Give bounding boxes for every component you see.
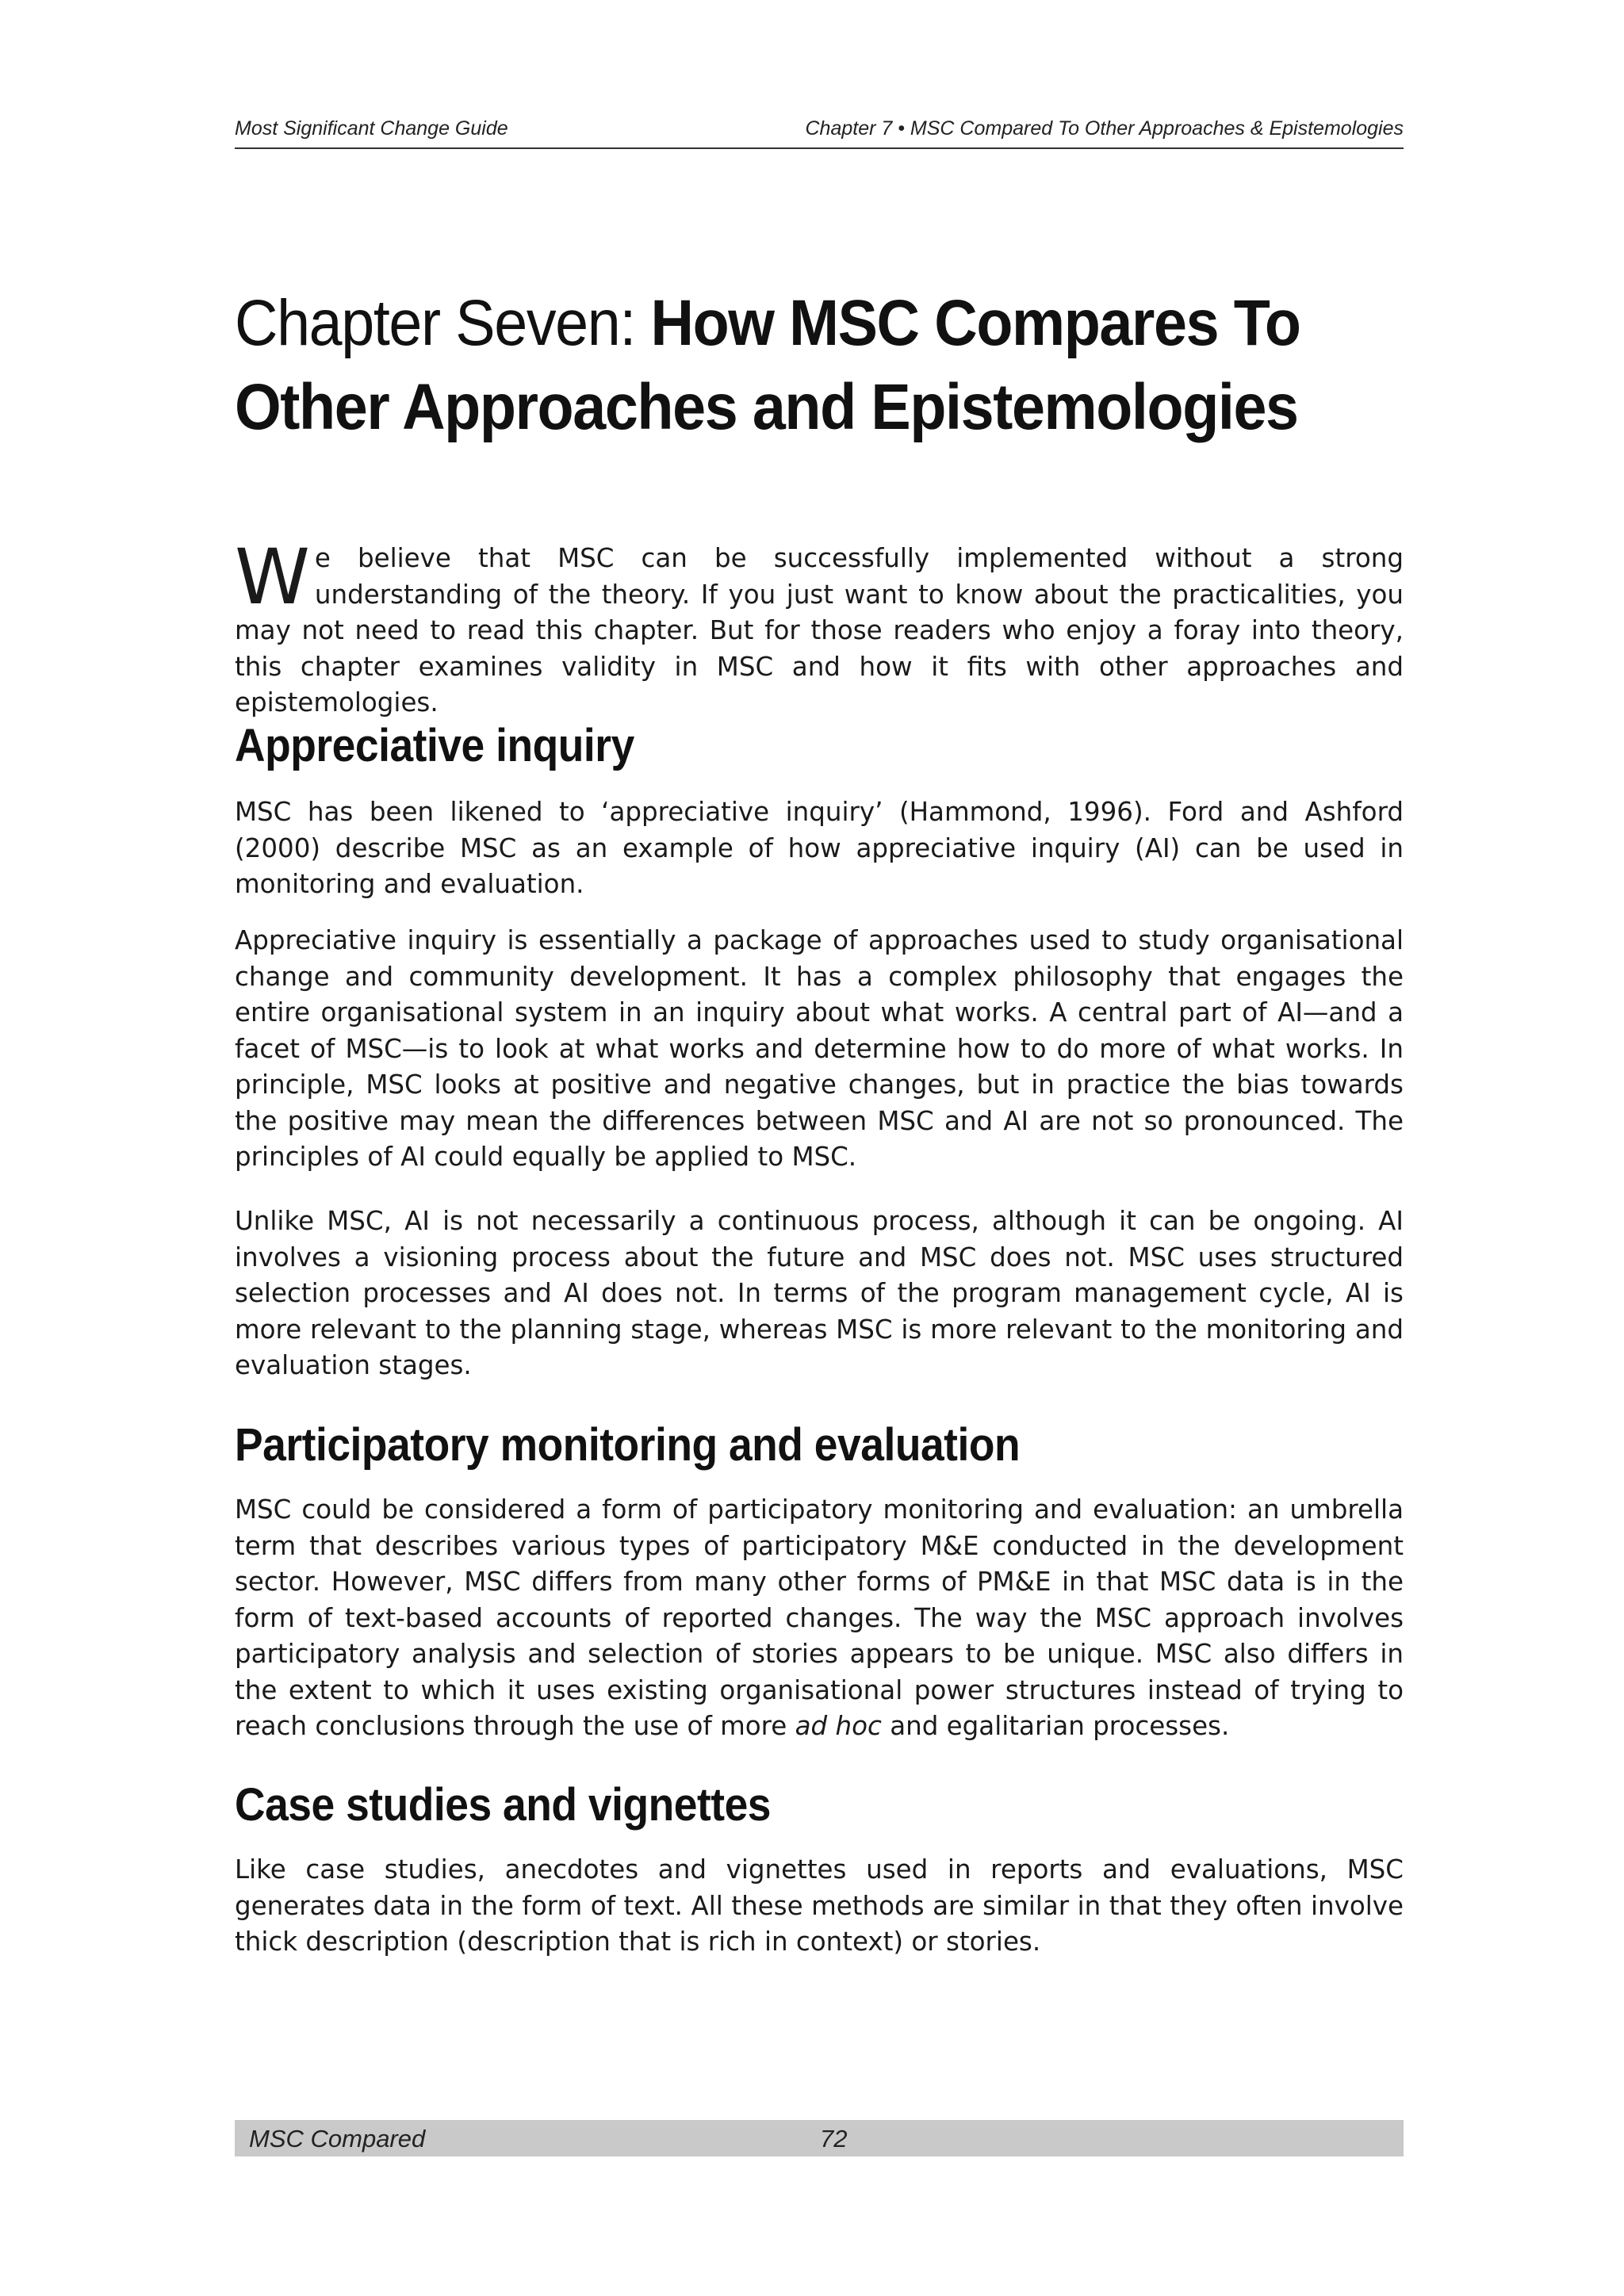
paragraph-text-end: and egalitarian processes. [881, 1711, 1230, 1741]
section-1-paragraph-1-block [235, 794, 1404, 903]
paragraph: Appreciative inquiry is essentially a package of approaches used to study organisational change and community development. It has a complex philosophy that engages the entire organisational system in an inquiry about what works. A central part of AI—and a facet of MSC—is to look at what works and determine how to do more of what works. In principle, MSC looks at positive and negative changes, but in practice the bias towards the positive may mean the differences between MSC and AI are not so pronounced. The principles of AI could equally be applied to MSC. [235, 925, 1404, 1172]
intro-block [235, 533, 1404, 721]
chapter-title-line1: How MSC Compares To [650, 287, 1300, 359]
drop-cap: W [235, 533, 310, 622]
section-1-paragraph-3-block [235, 1203, 1404, 1384]
section-heading: Case studies and vignettes [235, 1779, 772, 1831]
intro-paragraph [235, 533, 1404, 721]
footer-bar [235, 2120, 1404, 2156]
paragraph: Unlike MSC, AI is not necessarily a continuous process, although it can be ongoing. AI involves a visioning process about the future and MSC does not. MSC uses structured selection processes and AI does not. In terms of the program management cycle, AI is more relevant to the planning stage, whereas MSC is more relevant to the monitoring and evaluation stages. [235, 1206, 1404, 1380]
paragraph-text: MSC could be considered a form of participatory monitoring and evaluation: an umbrella term that describes various types of participatory M&E conducted in the development sector. However, MSC differs from many other forms of PM&E in that MSC data is in the form of text-based accounts of reported changes. The way the MSC approach involves participatory analysis and selection of stories appears to be unique. MSC also differs in the extent to which it uses existing organisational power structures instead of trying to reach conclusions through the use of more [235, 1494, 1404, 1741]
paragraph: MSC has been likened to ‘appreciative inquiry’ (Hammond, 1996). Ford and Ashford (2000) describe MSC as an example of how appreciative inquiry (AI) can be used in monitoring and evaluation. [235, 797, 1404, 899]
page-number: 72 [820, 2125, 848, 2152]
section-3-paragraph-block [235, 1852, 1404, 1961]
section-heading: Participatory monitoring and evaluation [235, 1419, 1021, 1471]
chapter-title-line2: Other Approaches and Epistemologies [235, 371, 1298, 443]
section-1-paragraph-2-block [235, 923, 1404, 1176]
italic-term: ad hoc [795, 1711, 882, 1741]
footer-section-label: MSC Compared [249, 2125, 426, 2152]
section-case-studies [235, 1777, 1404, 1833]
section-appreciative-inquiry [235, 718, 1404, 774]
section-heading: Appreciative inquiry [235, 720, 634, 771]
chapter-title [235, 281, 1310, 450]
paragraph: Like case studies, anecdotes and vignettes used in reports and evaluations, MSC generates data in the form of text. All these methods are similar in that they often involve thick description (description that is rich in context) or stories. [235, 1854, 1404, 1957]
header-chapter-title: Chapter 7 • MSC Compared To Other Approaches & Epistemologies [805, 117, 1404, 140]
chapter-title-prefix: Chapter Seven: [235, 287, 651, 359]
running-header [235, 116, 1404, 149]
intro-text: e believe that MSC can be successfully implemented without a strong understanding of the theory. If you just want to know about the practicalities, you may not need to read this chapter. But for those readers who enjoy a foray into theory, this chapter examines validity in MSC and how it fits with other approaches and epistemologies. [235, 543, 1404, 718]
section-2-paragraph-block [235, 1492, 1404, 1745]
paragraph [235, 1492, 1404, 1745]
section-participatory-me [235, 1418, 1404, 1473]
header-guide-title: Most Significant Change Guide [235, 117, 508, 140]
